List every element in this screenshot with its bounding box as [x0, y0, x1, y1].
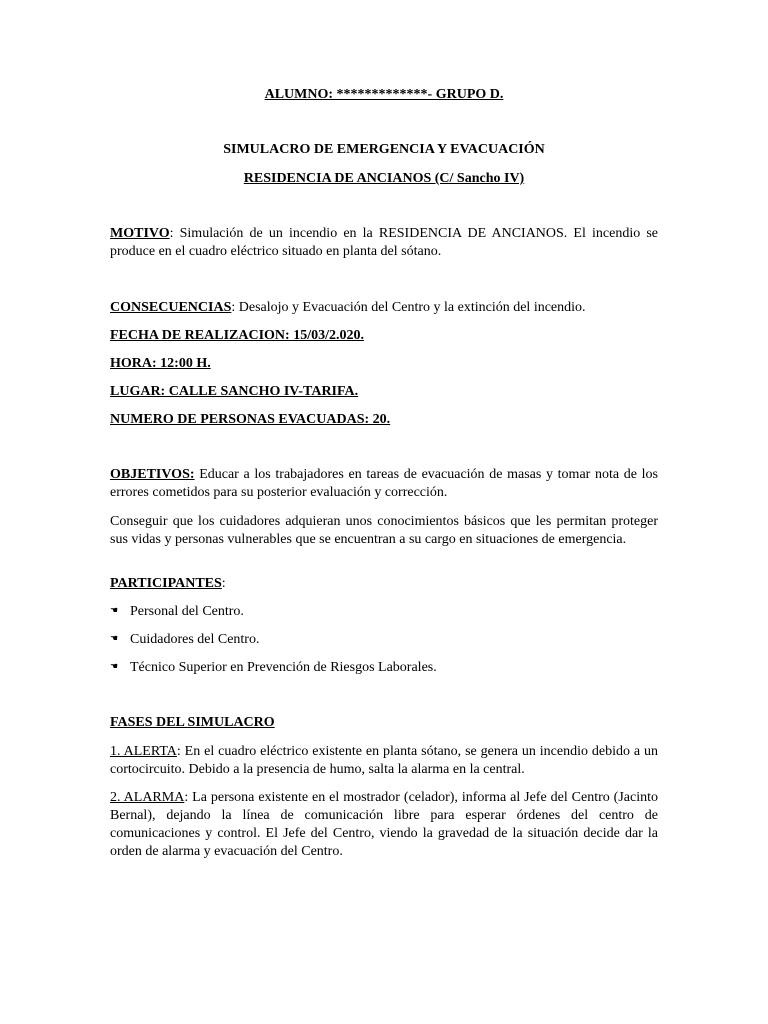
objetivos-label: OBJETIVOS: — [110, 467, 195, 482]
lugar: LUGAR: CALLE SANCHO IV-TARIFA. — [110, 384, 359, 399]
alarma-paragraph — [110, 789, 658, 861]
student-header: ALUMNO: *************- GRUPO D. — [264, 87, 504, 102]
motivo-label: MOTIVO — [110, 226, 170, 241]
document-subtitle: RESIDENCIA DE ANCIANOS (C/ Sancho IV) — [243, 171, 525, 186]
pointing-hand-icon: ☚ — [110, 633, 119, 643]
participante-1: Personal del Centro. — [130, 604, 244, 619]
document-title: SIMULACRO DE EMERGENCIA Y EVACUACIÓN — [223, 142, 545, 157]
consecuencias-label: CONSECUENCIAS — [110, 300, 232, 315]
list-item — [110, 659, 437, 677]
personas-evacuadas: NUMERO DE PERSONAS EVACUADAS: 20. — [110, 412, 391, 427]
consecuencias-paragraph — [110, 299, 658, 317]
objetivos-text: Educar a los trabajadores en tareas de evacuación de masas y tomar nota de los errores cometidos para su posterior evaluación y corrección. — [110, 467, 658, 500]
motivo-text: : Simulación de un incendio en la RESIDENCIA DE ANCIANOS. El incendio se produce en el cuadro eléctrico situado en planta del sótano. — [110, 226, 658, 259]
list-item — [110, 631, 259, 649]
objetivos-paragraph — [110, 466, 658, 502]
participante-2: Cuidadores del Centro. — [130, 632, 260, 647]
alerta-paragraph — [110, 743, 658, 779]
alarma-text: : La persona existente en el mostrador (celador), informa al Jefe del Centro (Jacinto Bernal), dejando la línea de comunicación libre para esperar órdenes del centro de comunicaciones y control. El Jefe del Centro, viendo la gravedad de la situación decide dar la orden de alarma y evacuación del Centro. — [110, 790, 658, 859]
list-item — [110, 603, 244, 621]
alerta-text: : En el cuadro eléctrico existente en planta sótano, se genera un incendio debido a un cortocircuito. Debido a la presencia de humo, salta la alarma en la central. — [110, 744, 658, 777]
fecha-realizacion: FECHA DE REALIZACION: 15/03/2.020. — [110, 328, 364, 343]
alerta-label: 1. ALERTA — [110, 744, 177, 759]
participantes-colon: : — [221, 576, 226, 591]
consecuencias-text: : Desalojo y Evacuación del Centro y la extinción del incendio. — [231, 300, 586, 315]
hora: HORA: 12:00 H. — [110, 356, 211, 371]
pointing-hand-icon: ☚ — [110, 605, 119, 615]
participante-3: Técnico Superior en Prevención de Riesgos Laborales. — [130, 660, 437, 675]
participantes-heading — [110, 575, 658, 593]
pointing-hand-icon: ☚ — [110, 661, 119, 671]
fases-heading: FASES DEL SIMULACRO — [110, 715, 275, 730]
motivo-paragraph — [110, 225, 658, 261]
alarma-label: 2. ALARMA — [110, 790, 185, 805]
participantes-label: PARTICIPANTES — [110, 576, 222, 591]
objetivos-paragraph-2: Conseguir que los cuidadores adquieran unos conocimientos básicos que les permitan proteger sus vidas y personas vulnerables que se encuentran a su cargo en situaciones de emergencia. — [110, 514, 658, 547]
